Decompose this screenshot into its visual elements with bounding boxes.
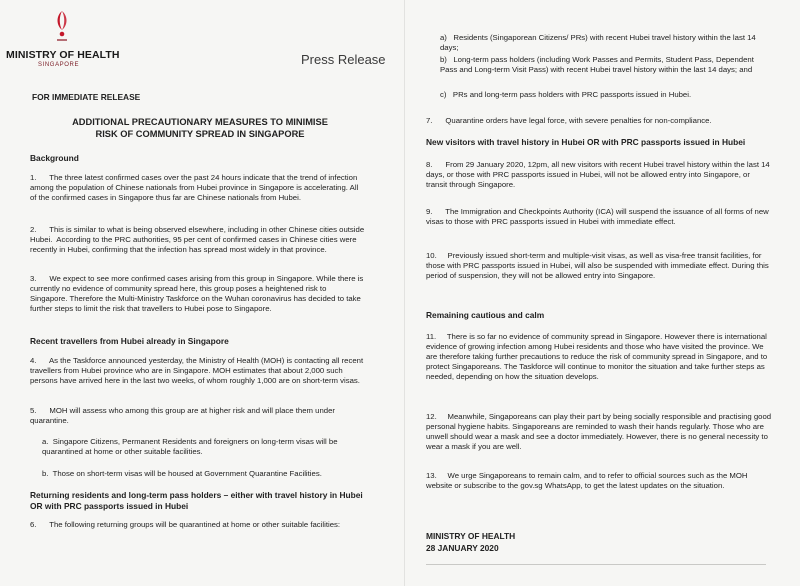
paragraph-7: 7. Quarantine orders have legal force, with severe penalties for non-compliance. bbox=[426, 116, 712, 125]
paragraph-6c: c) PRs and long-term pass holders with PRC passports issued in Hubei. bbox=[440, 90, 692, 99]
paragraph-4: 4. As the Taskforce announced yesterday, the Ministry of Health (MOH) is contacting all recent travellers from Hubei province who are in Singapore. MOH estimates that about 2,000 such persons have arrived here in the last two weeks, of whom roughly 1,000 are on short-term visas. bbox=[30, 356, 366, 386]
paragraph-5: 5. MOH will assess who among this group are at higher risk and will place them under quarantine. bbox=[30, 406, 338, 426]
heading-background: Background bbox=[30, 153, 79, 163]
heading-recent-travellers: Recent travellers from Hubei already in Singapore bbox=[30, 336, 229, 346]
title-line-2: RISK OF COMMUNITY SPREAD IN SINGAPORE bbox=[95, 129, 305, 139]
paragraph-6a: a) Residents (Singaporean Citizens/ PRs) with recent Hubei travel history within the last 14 days; bbox=[440, 33, 758, 53]
bottom-rule bbox=[426, 564, 766, 565]
signature-block bbox=[426, 530, 515, 554]
paragraph-13: 13. We urge Singaporeans to remain calm, and to refer to official sources such as the MOH website or subscribe to the gov.sg WhatsApp, to get the latest updates on the situation. bbox=[426, 471, 750, 491]
paragraph-12: 12. Meanwhile, Singaporeans can play their part by being socially responsible and practising good personal hygiene habits. Singaporeans are reminded to wash their hands regularly. Those who are unwell should wear a mask and see a doctor immediately. However, there is no general necessity to wear a mask if you are well. bbox=[426, 412, 774, 452]
crescent-stars-emblem-icon bbox=[53, 10, 71, 42]
paragraph-10: 10. Previously issued short-term and multiple-visit visas, as well as visa-free transit facilities, for those with PRC passports issued in Hubei, will also be suspended with immediate effect. During this period of suspension, they will not be allowed entry into Singapore. bbox=[426, 251, 771, 281]
column-divider bbox=[404, 0, 405, 586]
paragraph-1: 1. The three latest confirmed cases over the past 24 hours indicate that the trend of infection among the population of Chinese nationals from Hubei province in Singapore is accelerating. All of the confirmed cases in Singapore thus far are Chinese nationals from Hubei. bbox=[30, 173, 361, 203]
heading-returning: Returning residents and long-term pass holders – either with travel history in Hubei OR with PRC passports issued in Hubei bbox=[30, 490, 363, 511]
paragraph-6: 6. The following returning groups will be quarantined at home or other suitable facilities: bbox=[30, 520, 341, 529]
paragraph-2: 2. This is similar to what is being observed elsewhere, including in other Chinese cities outside Hubei. According to the PRC authorities, 95 per cent of confirmed cases in Chinese cities were recently in Hubei, confirming that the infection has spread most widely in that province. bbox=[30, 225, 367, 255]
paragraph-5b: b. Those on short-term visas will be housed at Government Quarantine Facilities. bbox=[42, 469, 322, 478]
paragraph-11: 11. There is so far no evidence of community spread in Singapore. However there is international evidence of growing infection among Hubei residents and those who have visited the province. We are therefore taking further precautions to reduce the risk of community spread in Singapore, and to protect Singaporeans. The Taskforce will continue to monitor the situation and take further steps as needed, depending on how the situation develops. bbox=[426, 332, 770, 382]
paragraph-3: 3. We expect to see more confirmed cases arising from this group in Singapore. While there is currently no evidence of community spread here, this group poses a heightened risk to Singapore. Therefore the Multi-Ministry Taskforce on the Wuhan coronavirus has decided to take further steps to limit the risk that travellers to Hubei pose to Singapore. bbox=[30, 274, 366, 314]
moh-logo bbox=[8, 10, 118, 72]
title-line-1: ADDITIONAL PRECAUTIONARY MEASURES TO MINIMISE bbox=[72, 117, 328, 127]
paragraph-8: 8. From 29 January 2020, 12pm, all new visitors with recent Hubei travel history within the last 14 days, or those with PRC passports issued in Hubei, will not be allowed entry into Singapore, or transit through Singapore. bbox=[426, 160, 772, 190]
heading-new-visitors: New visitors with travel history in Hubei OR with PRC passports issued in Hubei bbox=[426, 137, 746, 147]
signature-org: MINISTRY OF HEALTH bbox=[426, 531, 516, 541]
heading-remaining-calm: Remaining cautious and calm bbox=[426, 310, 545, 320]
logo-org-country: SINGAPORE bbox=[38, 62, 80, 68]
page-title bbox=[30, 116, 370, 140]
signature-date: 28 JANUARY 2020 bbox=[426, 543, 499, 553]
logo-org-name: MINISTRY OF HEALTH bbox=[6, 49, 120, 61]
press-release-label: Press Release bbox=[301, 52, 386, 67]
paragraph-5a: a. Singapore Citizens, Permanent Residents and foreigners on long-term visas will be quarantined at home or other suitable facilities. bbox=[42, 437, 340, 457]
release-note: FOR IMMEDIATE RELEASE bbox=[32, 92, 141, 102]
paragraph-6b: b) Long-term pass holders (including Work Passes and Permits, Student Pass, Dependent Pass and Long-term Visit Pass) with recent Hubei travel history within the last 14 days; and bbox=[440, 55, 757, 75]
paragraph-9: 9. The Immigration and Checkpoints Authority (ICA) will suspend the issuance of all forms of new visas to those with PRC passports issued in Hubei with immediate effect. bbox=[426, 207, 771, 227]
